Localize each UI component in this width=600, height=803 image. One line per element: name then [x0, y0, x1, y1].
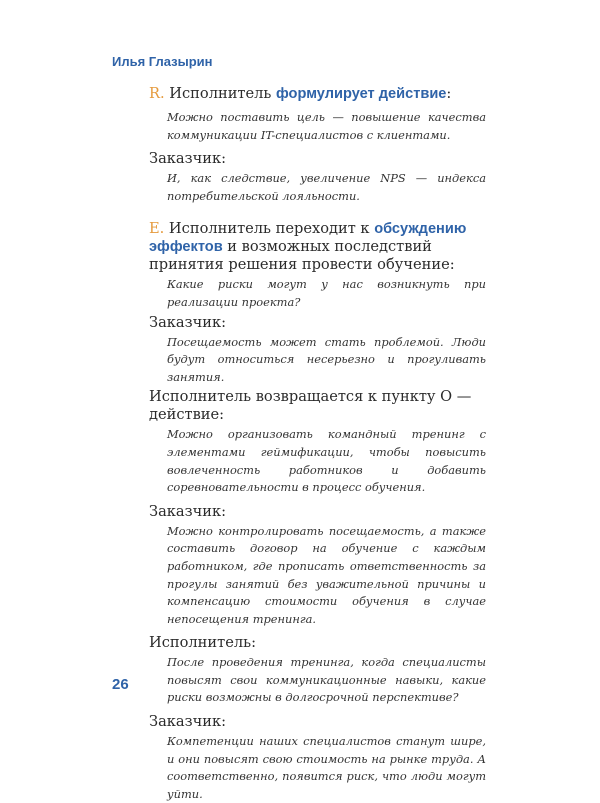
section-e-label-5: Заказчик: — [149, 713, 226, 731]
section-e-text-before: Исполнитель переходит к — [164, 220, 375, 238]
section-e-quote-5: После проведения тренинга, когда специалисты повысят свои коммуникационные навыки, какие риски возможны в долгосрочной перспективе? — [167, 655, 486, 705]
section-e-highlight: обсуждению эффектов — [149, 221, 467, 256]
section-r-text-after: : — [446, 85, 452, 102]
section-r-role-label: Заказчик: — [149, 150, 226, 168]
section-e-letter: E. — [149, 220, 165, 238]
section-e-label-1: Заказчик: — [149, 313, 226, 331]
section-r-highlight: формулирует действие — [275, 86, 447, 102]
running-header-author: Илья Глазырин — [112, 54, 213, 69]
section-r-letter: R. — [149, 85, 165, 102]
section-e-label-4: Исполнитель: — [149, 634, 256, 652]
section-e-label-2: Исполнитель возвращается к пункту O — действие: — [149, 388, 472, 424]
section-e-quote-6: Компетенции наших специалистов станут шире, и они повысят свою стоимость на рынке труда. А соответственно, появится риск, что люди могут уйти. — [167, 734, 486, 801]
section-e-label-3: Заказчик: — [149, 502, 226, 520]
section-e-intro — [149, 220, 486, 274]
section-e-quote-2: Посещаемость может стать проблемой. Люди будут относиться несерьезно и прогуливать занятия. — [167, 334, 486, 384]
section-r-text-before: Исполнитель — [164, 85, 276, 102]
section-e-quote-3: Можно организовать командный тренинг с элементами геймификации, чтобы повысить вовлеченность работников и добавить соревновательности в процесс обучения. — [167, 427, 486, 495]
section-r-intro — [149, 85, 486, 103]
section-r-quote-executor: Можно поставить цель — повышение качества коммуникации IT-специалистов с клиентами. — [167, 110, 486, 142]
page-content — [149, 85, 486, 803]
page-number: 26 — [112, 676, 129, 693]
section-e-quote-4: Можно контролировать посещаемость, а также составить договор на обучение с каждым работником, где прописать ответственность за прогулы занятий без уважительной причины и компенсацию стоимости обучения в случае непосещения тренинга. — [167, 523, 486, 626]
section-e-text-after: и возможных последствий принятия решения провести обучение: — [149, 238, 455, 274]
section-e-quote-1: Какие риски могут у нас возникнуть при реализации проекта? — [167, 277, 486, 309]
section-r-quote-customer: И, как следствие, увеличение NPS — индекса потребительской лояльности. — [167, 171, 486, 203]
